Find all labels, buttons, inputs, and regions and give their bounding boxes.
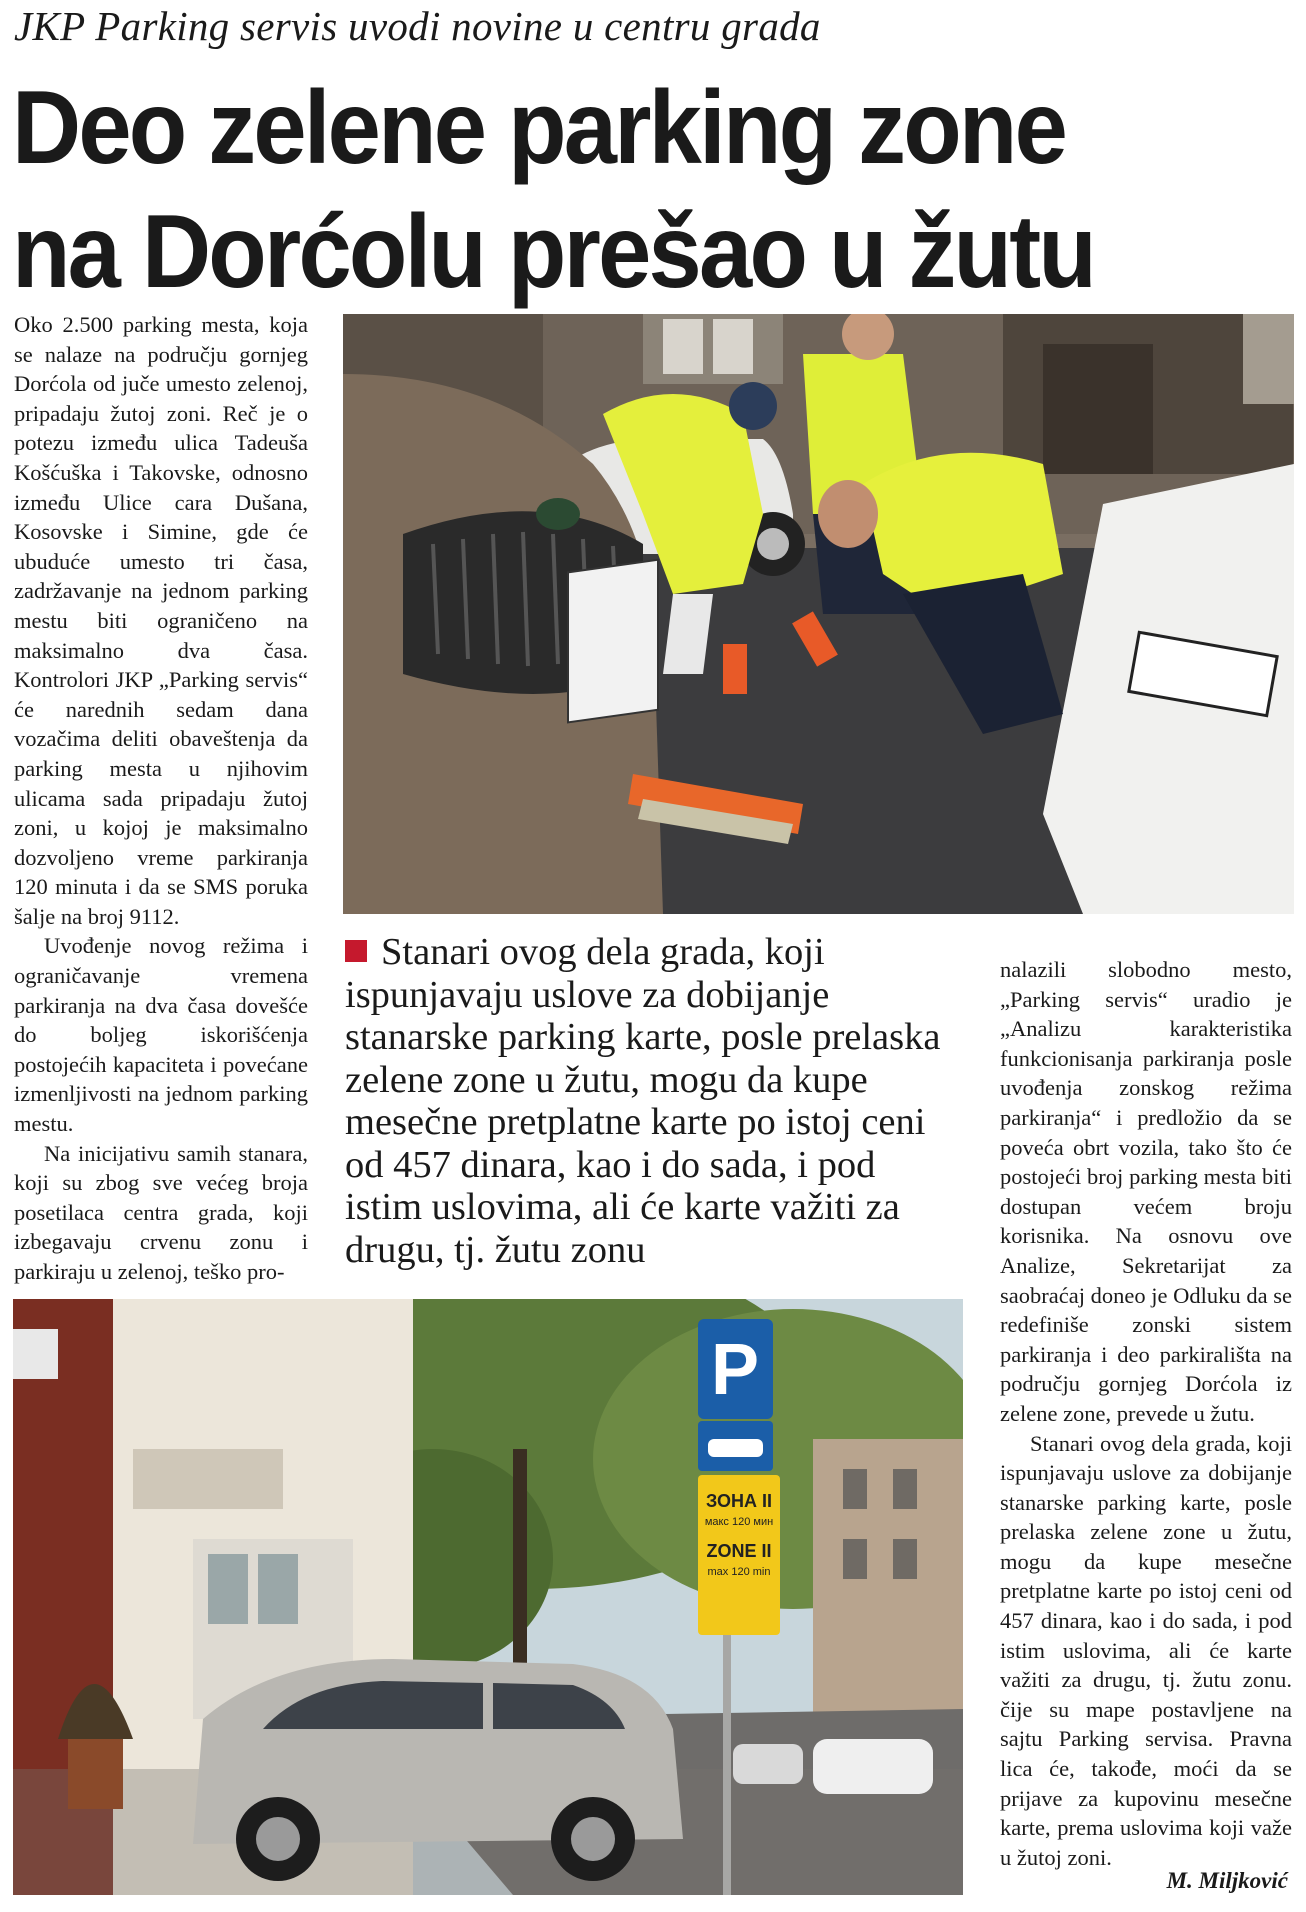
sign-zone-latin: ZONE II bbox=[706, 1541, 772, 1561]
headline-line-1: Deo zelene parking zone bbox=[12, 70, 1066, 186]
kicker: JKP Parking servis uvodi novine u centru grada bbox=[14, 3, 821, 49]
pull-quote bbox=[345, 931, 955, 1271]
paragraph: Oko 2.500 parking mesta, koja se nalaze na području gornjeg Dorćola od juče umesto zelenoj, pripadaju žutoj zoni. Reč je o potezu između ulica Tadeuša Košćuška i Takovske, odnosno između Ulice cara Dušana, Kosovske i Simine, gde će ubuduće umesto tri časa, zadržavanje na jednom parking mestu biti ograničeno na maksimalno dva časa. Kontrolori JKP „Parking servis“ će narednih sedam dana vozačima deliti obaveštenja da parking mesta u njihovim ulicama sada pripadaju žutoj zoni, u kojoj je maksimalno dozvoljeno vreme parkiranja 120 minuta i da se SMS poruka šalje na broj 9112. bbox=[14, 312, 308, 929]
headline bbox=[12, 66, 1292, 314]
paragraph: Uvođenje novog režima i ograničavanje vremena parkiranja na dva časa dovešće do boljeg iskorišćenja postojećih kapaciteta i povećane izmenljivosti na jednom parking mestu. bbox=[14, 933, 308, 1137]
sign-p-letter: P bbox=[710, 1330, 760, 1410]
article-column-3 bbox=[1000, 955, 1292, 1872]
article-column-1 bbox=[14, 310, 308, 1287]
byline: M. Miljković bbox=[1166, 1868, 1288, 1893]
pull-quote-marker bbox=[345, 940, 367, 962]
paragraph: nalazili slobodno mesto, „Parking servis“ uradio je „Analizu karakteristika funkcionisanja parkiranja posle uvođenja zonskog režima parkiranja“ i predložio da se poveća obrt vozila, tako što će postojeći broj parking mesta biti dostupan većem broju korisnika. Na osnovu ove Analize, Sekretarijat za saobraćaj doneo je Odluku da se redefiniše zonski sistem parkiranja i deo parkirališta na području gornjeg Dorćola iz zelene zone, prevede u žutu. bbox=[1000, 957, 1292, 1426]
pull-quote-text: Stanari ovog dela grada, koji ispunjavaju uslove za dobijanje stanarske parking karte, posle prelaska zelene zone u žutu, mogu da kupe mesečne pretplatne karte po istoj ceni od 457 dinara, kao i do sada, i pod istim uslovima, ali će karte važiti za drugu, tj. žutu zonu bbox=[345, 931, 941, 1271]
sign-zone-latin-sub: max 120 min bbox=[707, 1566, 771, 1578]
paragraph: Na inicijativu samih stanara, koji su zbog sve većeg broja posetilaca centra grada, koji izbegavaju crvenu zonu i parkiraju u zelenoj, teško pro- bbox=[14, 1140, 308, 1284]
headline-line-2: na Dorćolu prešao u žutu bbox=[12, 194, 1095, 310]
photo-street-zone-sign bbox=[13, 1299, 963, 1895]
sign-zone-cyrillic: ЗОНА II bbox=[705, 1491, 773, 1511]
photo-parking-controllers bbox=[343, 314, 1294, 914]
sign-zone-cyrillic-sub: макс 120 мин bbox=[704, 1516, 774, 1528]
paragraph: Stanari ovog dela grada, koji ispunjavaju uslove za dobijanje stanarske parking karte, posle prelaska zelene zone u žutu, mogu da kupe mesečne pretplatne karte po istoj ceni od 457 dinara, kao i do sada, i pod istim uslovima, ali će karte važiti za drugu, tj. žutu zonu. čije su mape postavljene na sajtu Parking servisa. Pravna lica će, takođe, moći da se prijave za kupovinu mesečne karte, prema uslovima koji važe u žutoj zoni. bbox=[1000, 1430, 1292, 1870]
